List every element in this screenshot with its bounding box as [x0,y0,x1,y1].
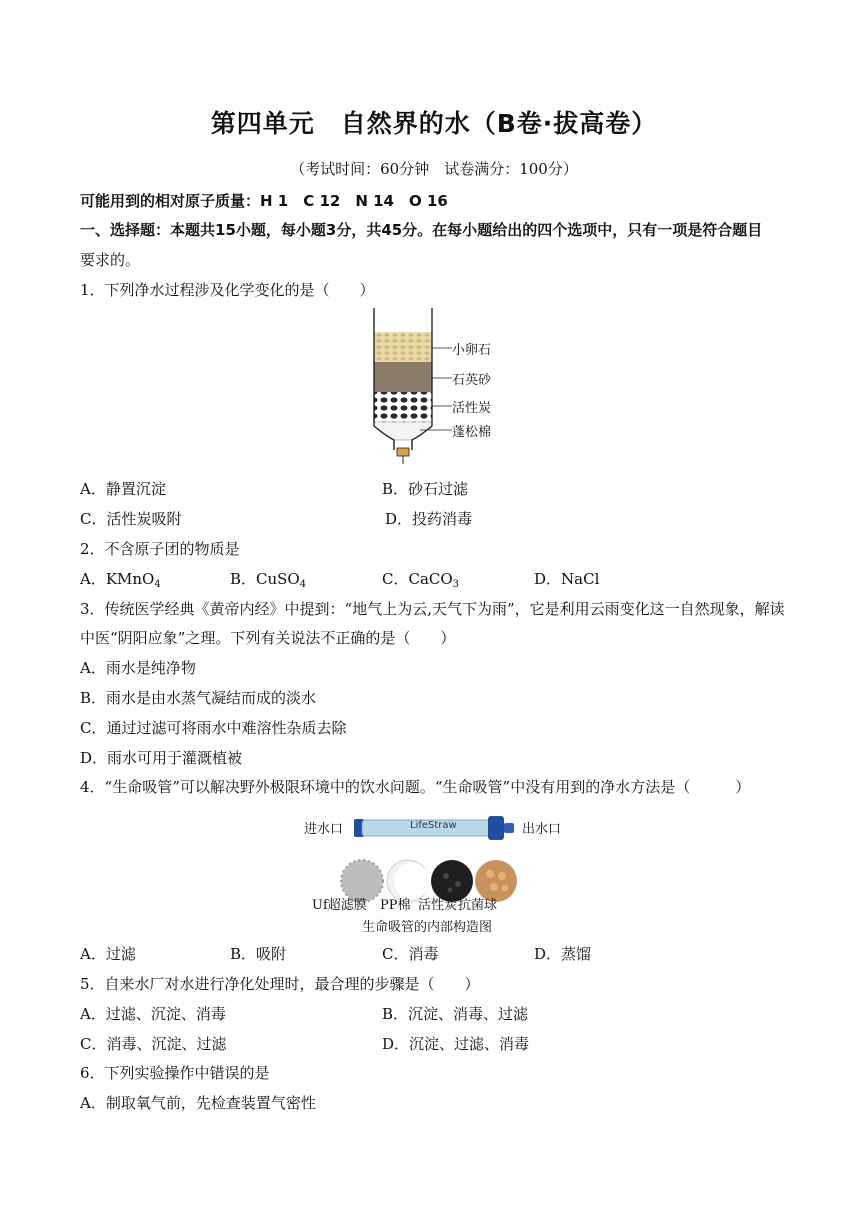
straw-cap-right [488,816,504,840]
label-cotton: 蓬松棉 [452,425,492,440]
question-4-stem: 4．“生命吸管”可以解决野外极限环境中的饮水问题。“生命吸管”中没有用到的净水方法是（ ） [80,778,751,796]
outlet-nozzle [397,448,409,456]
label-outlet: 出水口 [522,822,562,837]
pebble-layer [374,332,432,362]
question-1-stem: 1．下列净水过程涉及化学变化的是（ ） [80,281,375,299]
label-uf-membrane: Uf超滤膜 [312,898,367,913]
q4-option-b: B．吸附 [230,945,287,963]
exam-subtitle: （考试时间：60分钟 试卷满分：100分） [290,160,578,178]
q3-option-c: C．通过过滤可将雨水中难溶性杂质去除 [80,719,347,737]
q5-option-c: C．消毒、沉淀、过滤 [80,1035,227,1053]
straw-brand: LifeStraw [410,820,457,831]
question-5-stem: 5．自来水厂对水进行净化处理时，最合理的步骤是（ ） [80,975,480,993]
q3-option-b: B．雨水是由水蒸气凝结而成的淡水 [80,689,317,707]
q3-option-d: D．雨水可用于灌溉植被 [80,749,243,767]
q6-option-a: A．制取氧气前，先检查装置气密性 [80,1094,316,1112]
carbon-layer [374,392,432,422]
exam-title: 第四单元 自然界的水（B卷·拔高卷） [210,109,658,138]
q2-option-a: A．KMnO$_4$ [80,570,161,590]
q2-option-b: B．CuSO$_4$ [230,570,307,590]
section-intro-text1: 一、选择题：本题共15小题，每小题3分，共45分。在每小题给出的四个选项中，只有一项是符合题目 [80,221,763,239]
atomic-mass-note: 可能用到的相对原子质量：H 1 C 12 N 14 O 16 [80,192,448,210]
q4-option-c: C．消毒 [382,945,439,963]
water-filter-figure [360,308,510,468]
label-inlet: 进水口 [304,822,344,837]
q5-option-a: A．过滤、沉淀、消毒 [80,1005,226,1023]
label-pp-cotton: PP棉 [380,898,411,913]
question-6-stem: 6．下列实验操作中错误的是 [80,1064,270,1082]
q2-option-d: D．NaCl [534,570,600,588]
water-filter-diagram [360,308,510,468]
q5-option-b: B．沉淀、消毒、过滤 [382,1005,529,1023]
q5-option-d: D．沉淀、过滤、消毒 [382,1035,530,1053]
life-straw-figure [300,808,580,938]
q4-option-a: A．过滤 [80,945,136,963]
q1-option-d: D．投药消毒 [385,510,473,528]
quartz-sand-layer [374,362,432,392]
q4-option-d: D．蒸馏 [534,945,592,963]
question-2-stem: 2．不含原子团的物质是 [80,540,240,558]
q1-option-c: C．活性炭吸附 [80,510,182,528]
q1-option-b: B．砂石过滤 [382,480,469,498]
q2-option-c: C．CaCO$_3$ [382,570,460,590]
question-3-stem-line1: 3．传统医学经典《黄帝内经》中提到：“地气上为云,天气下为雨”，它是利用云雨变化这一自然现象，解读 [80,600,785,618]
section-intro-line1 [80,220,762,240]
q3-option-a: A．雨水是纯净物 [80,659,196,677]
label-antibacterial-ball: 抗菌球 [458,898,498,913]
life-straw-caption: 生命吸管的内部构造图 [362,920,493,935]
q1-option-a: A．静置沉淀 [80,480,166,498]
label-activated-carbon: 活性炭 [452,401,492,416]
question-3-stem-line2: 中医“阴阳应象”之理。下列有关说法不正确的是（ ） [80,629,456,647]
label-activated-carbon-2: 活性炭 [418,898,458,913]
label-quartz-sand: 石英砂 [452,373,492,388]
section-intro-line2: 要求的。 [80,251,141,269]
cotton-layer [374,422,432,440]
label-pebbles: 小卵石 [452,343,492,358]
